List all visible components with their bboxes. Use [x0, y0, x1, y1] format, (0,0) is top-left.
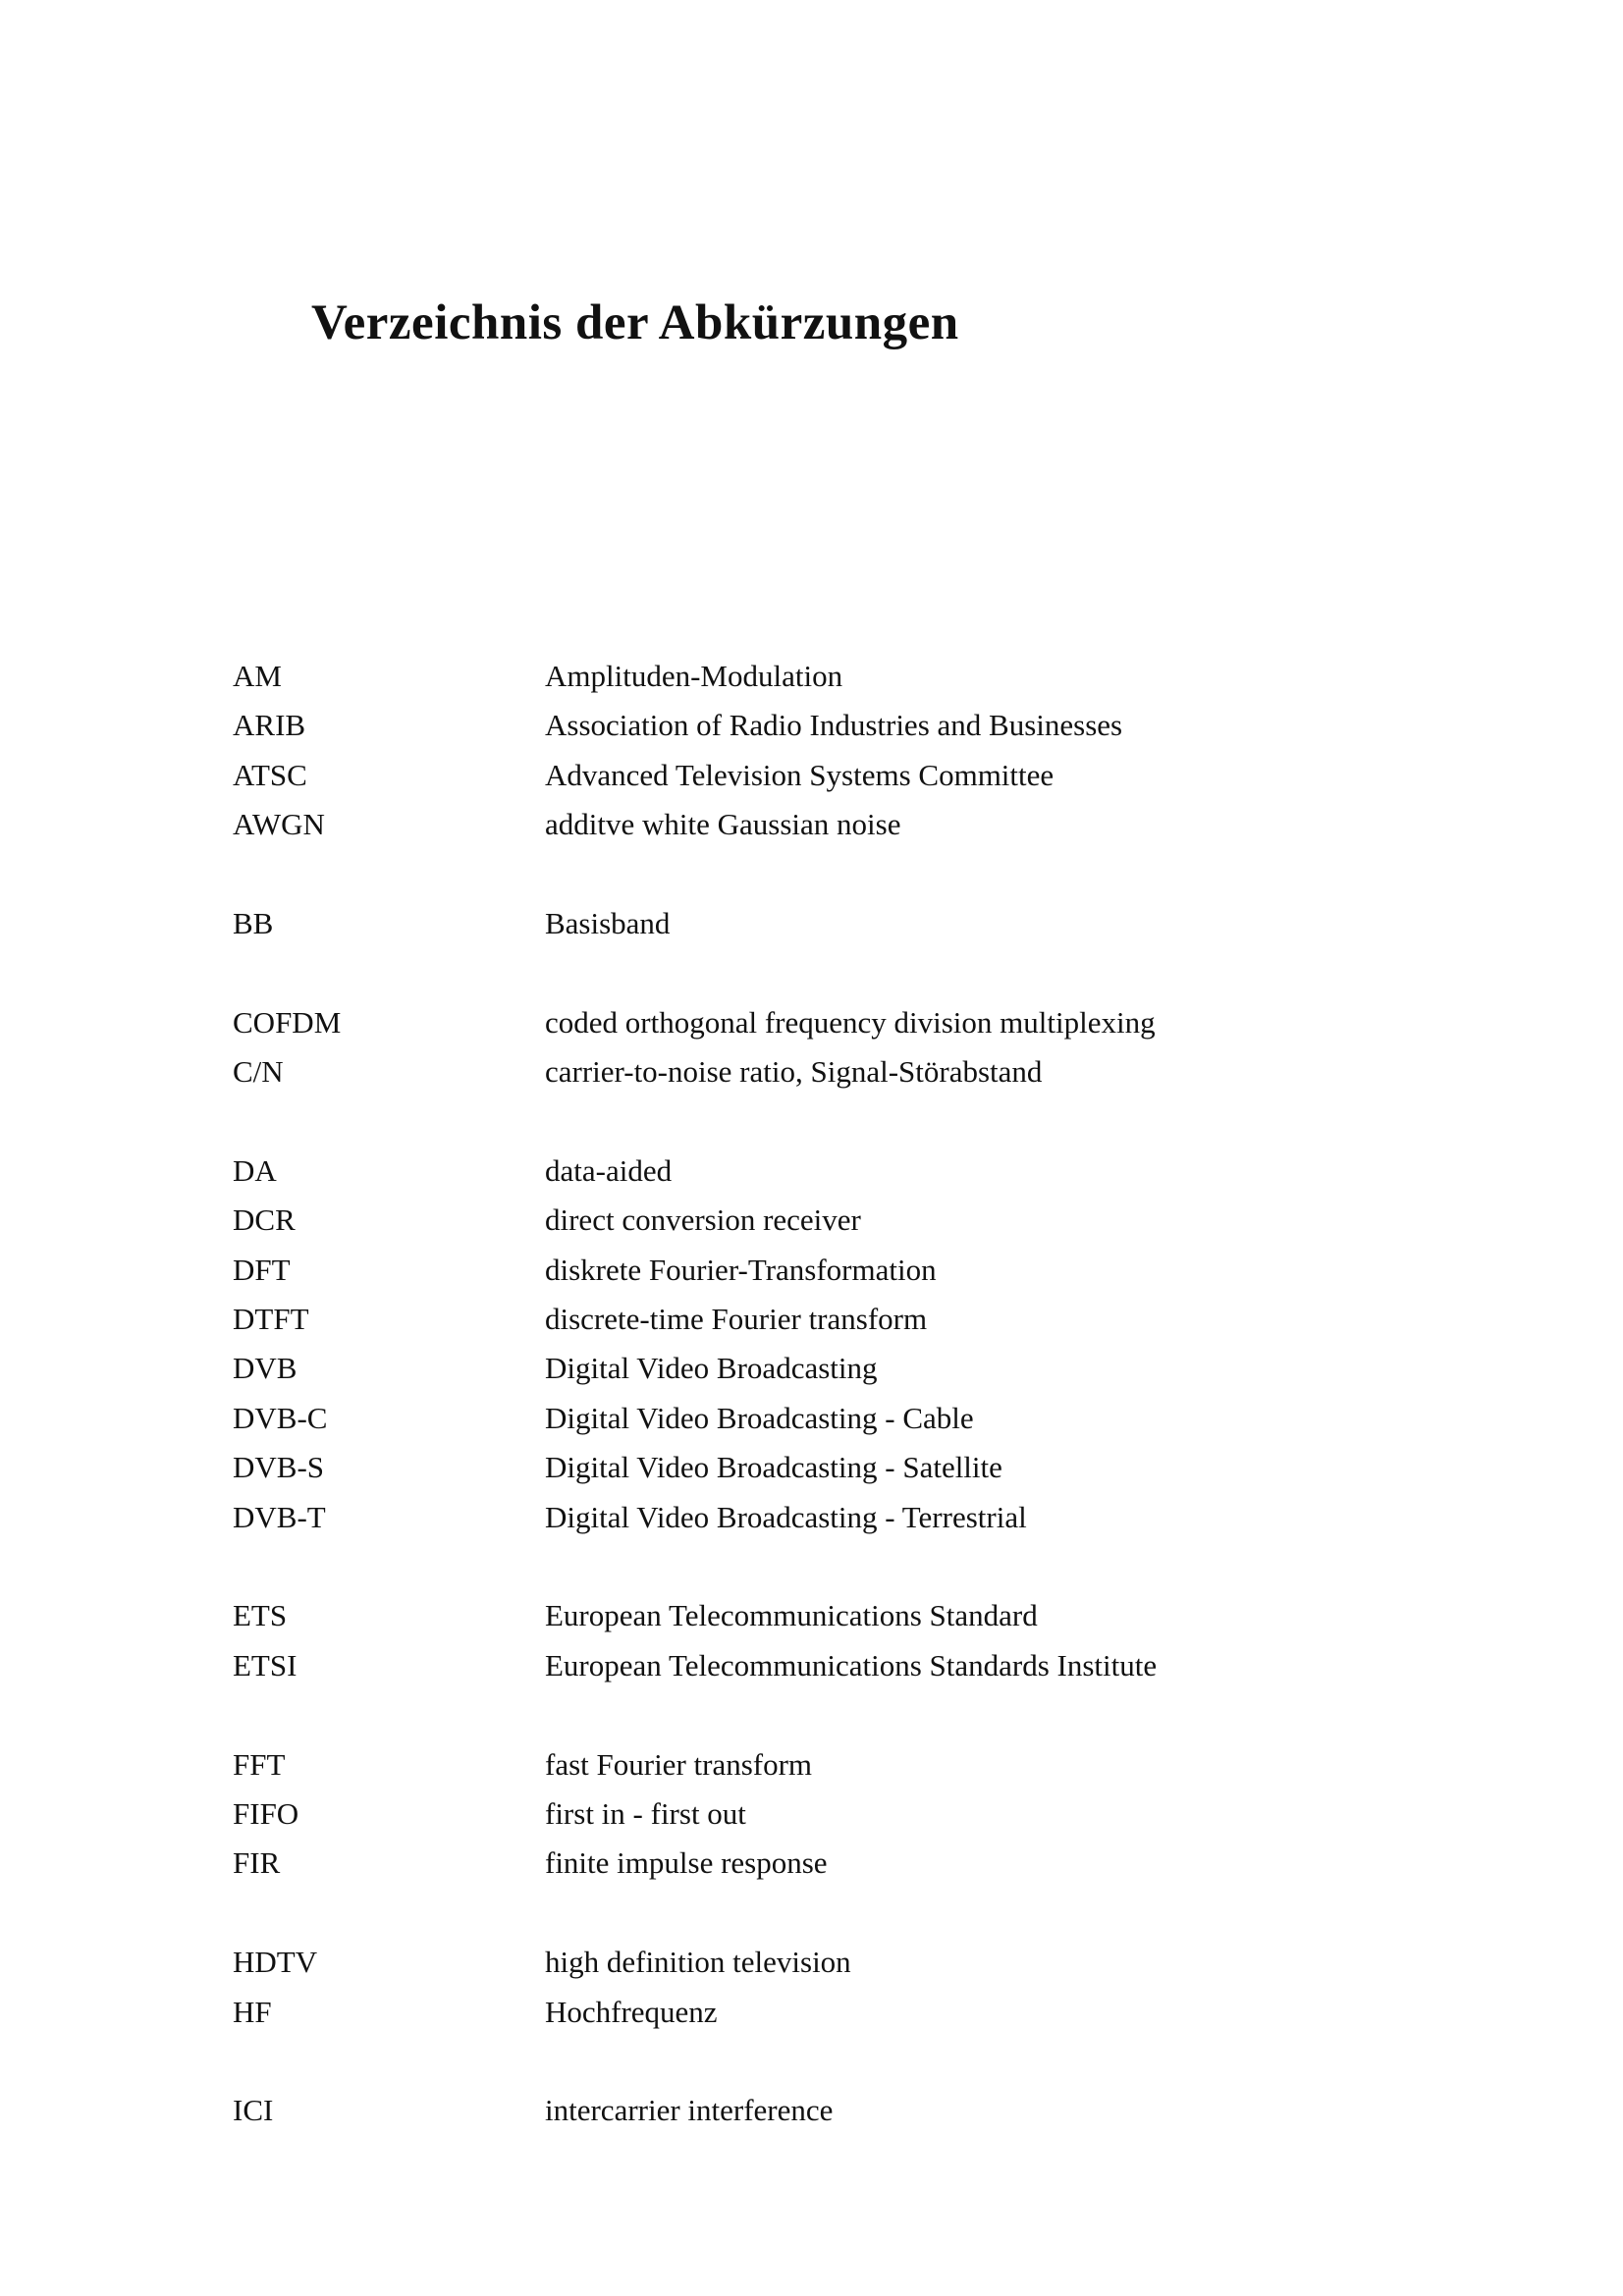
- abbreviation-group: [233, 998, 1411, 1097]
- abbreviation: FFT: [233, 1746, 286, 1782]
- abbreviation: COFDM: [233, 1004, 342, 1040]
- abbreviation-entry: [233, 1591, 1411, 1640]
- abbreviation-meaning: discrete-time Fourier transform: [545, 1302, 928, 1337]
- abbreviation: DVB-S: [233, 1450, 325, 1485]
- abbreviation-entry: [233, 1839, 1411, 1888]
- abbreviation-entry: [233, 751, 1411, 800]
- abbreviation-entry: [233, 1789, 1411, 1839]
- abbreviation-group: [233, 899, 1411, 948]
- abbreviation-entry: [233, 652, 1411, 701]
- abbreviation: AM: [233, 659, 282, 693]
- abbreviation: ICI: [233, 2093, 274, 2128]
- abbreviation-group: [233, 1591, 1411, 1690]
- abbreviation: DA: [233, 1152, 277, 1188]
- abbreviation-entry: [233, 1443, 1411, 1492]
- abbreviation-meaning: Hochfrequenz: [545, 1994, 718, 2029]
- abbreviation-meaning: diskrete Fourier-Transformation: [545, 1252, 937, 1287]
- abbreviation-entry: [233, 1246, 1411, 1295]
- abbreviation: DCR: [233, 1202, 296, 1238]
- abbreviation: HF: [233, 1994, 272, 2029]
- abbreviation-meaning: Digital Video Broadcasting - Satellite: [545, 1450, 1002, 1485]
- abbreviation: HDTV: [233, 1945, 318, 1980]
- abbreviation-entry: [233, 1147, 1411, 1196]
- abbreviation: DVB-T: [233, 1499, 326, 1534]
- abbreviation: ARIB: [233, 708, 306, 743]
- abbreviation-group: [233, 1147, 1411, 1542]
- abbreviation-meaning: Digital Video Broadcasting - Cable: [545, 1400, 974, 1435]
- abbreviation-entry: [233, 899, 1411, 948]
- abbreviation-meaning: finite impulse response: [545, 1845, 828, 1881]
- abbreviation-group: [233, 1740, 1411, 1889]
- abbreviation: AWGN: [233, 807, 325, 842]
- abbreviation: ETS: [233, 1598, 288, 1633]
- abbreviation: ETSI: [233, 1647, 298, 1682]
- abbreviation-meaning: Digital Video Broadcasting: [545, 1351, 878, 1386]
- abbreviation: FIR: [233, 1845, 281, 1881]
- abbreviation: ATSC: [233, 757, 307, 792]
- abbreviation-meaning: direct conversion receiver: [545, 1202, 861, 1238]
- abbreviation-list: [233, 652, 1411, 2185]
- abbreviation-entry: [233, 1938, 1411, 1987]
- abbreviation-entry: [233, 1196, 1411, 1245]
- abbreviation: DVB-C: [233, 1400, 328, 1435]
- abbreviation-entry: [233, 1047, 1411, 1096]
- abbreviation: C/N: [233, 1054, 284, 1090]
- abbreviation-entry: [233, 1641, 1411, 1690]
- abbreviation-meaning: European Telecommunications Standard: [545, 1598, 1038, 1633]
- abbreviation-meaning: additve white Gaussian noise: [545, 807, 901, 842]
- abbreviation-meaning: Amplituden-Modulation: [545, 659, 843, 693]
- abbreviation-meaning: fast Fourier transform: [545, 1746, 813, 1782]
- abbreviation-entry: [233, 1295, 1411, 1344]
- abbreviation-entry: [233, 1344, 1411, 1393]
- abbreviation-group: [233, 1938, 1411, 2037]
- abbreviation-entry: [233, 1988, 1411, 2037]
- abbreviation-meaning: coded orthogonal frequency division multiplexing: [545, 1004, 1156, 1040]
- abbreviation-entry: [233, 1740, 1411, 1789]
- abbreviation-group: [233, 2086, 1411, 2135]
- abbreviation-group: [233, 652, 1411, 850]
- abbreviation-meaning: carrier-to-noise ratio, Signal-Störabstand: [545, 1054, 1043, 1090]
- abbreviation-meaning: first in - first out: [545, 1795, 746, 1831]
- abbreviation-entry: [233, 701, 1411, 750]
- page-title: Verzeichnis der Abkürzungen: [311, 295, 959, 350]
- abbreviation: BB: [233, 905, 274, 940]
- abbreviation: FIFO: [233, 1795, 299, 1831]
- abbreviation-meaning: data-aided: [545, 1152, 673, 1188]
- abbreviation-meaning: Digital Video Broadcasting - Terrestrial: [545, 1499, 1027, 1534]
- abbreviation-entry: [233, 2086, 1411, 2135]
- abbreviation-meaning: intercarrier interference: [545, 2093, 834, 2128]
- abbreviation-meaning: high definition television: [545, 1945, 851, 1980]
- abbreviation-meaning: Basisband: [545, 905, 671, 940]
- abbreviation-entry: [233, 1394, 1411, 1443]
- abbreviation-meaning: European Telecommunications Standards Institute: [545, 1647, 1158, 1682]
- abbreviation-entry: [233, 1493, 1411, 1542]
- abbreviation-meaning: Association of Radio Industries and Businesses: [545, 708, 1123, 743]
- abbreviation-entry: [233, 998, 1411, 1047]
- abbreviation-entry: [233, 800, 1411, 849]
- abbreviation: DFT: [233, 1252, 291, 1287]
- abbreviation-meaning: Advanced Television Systems Committee: [545, 757, 1055, 792]
- abbreviation: DVB: [233, 1351, 298, 1386]
- abbreviation: DTFT: [233, 1302, 309, 1337]
